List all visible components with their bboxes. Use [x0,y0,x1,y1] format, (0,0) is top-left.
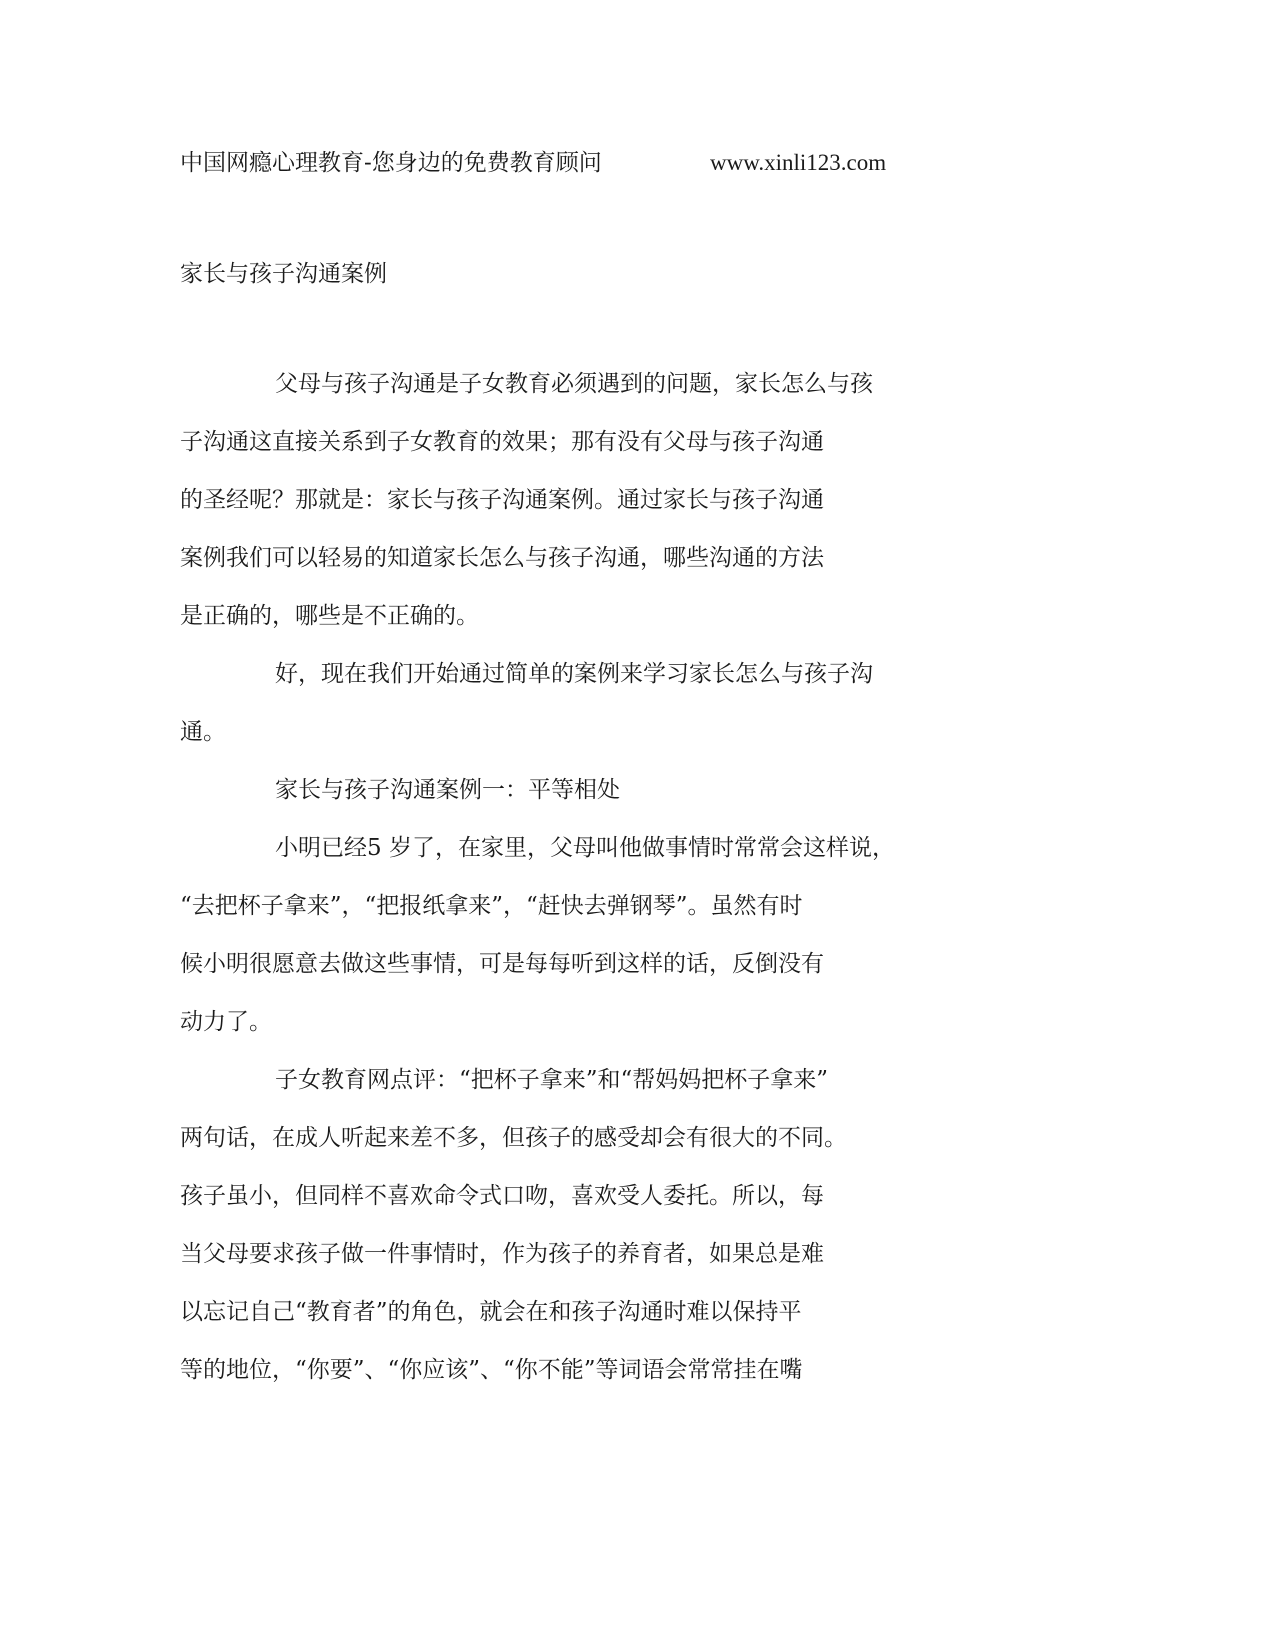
paragraph-line: 父母与孩子沟通是子女教育必须遇到的问题，家长怎么与孩 [275,371,873,397]
paragraph-line: 通。 [180,719,226,745]
header-site-name: 中国网瘾心理教育-您身边的免费教育顾问 [180,150,602,176]
paragraph-line: 当父母要求孩子做一件事情时，作为孩子的养育者，如果总是难 [180,1241,824,1267]
paragraph-line: 子女教育网点评：“把杯子拿来”和“帮妈妈把杯子拿来” [275,1067,829,1093]
page-header [180,146,920,180]
paragraph-line: 是正确的，哪些是不正确的。 [180,603,479,629]
paragraph-line: 好，现在我们开始通过简单的案例来学习家长怎么与孩子沟 [275,661,873,687]
paragraph-line: 动力了。 [180,1009,272,1035]
header-site-url: www.xinli123.com [710,150,887,175]
paragraph-line: 子沟通这直接关系到子女教育的效果；那有没有父母与孩子沟通 [180,429,824,455]
paragraph-line: 的圣经呢？那就是：家长与孩子沟通案例。通过家长与孩子沟通 [180,487,824,513]
paragraph-line: 等的地位，“你要”、“你应该”、“你不能”等词语会常常挂在嘴 [180,1357,803,1383]
paragraph-line: 案例我们可以轻易的知道家长怎么与孩子沟通，哪些沟通的方法 [180,545,824,571]
case-heading: 家长与孩子沟通案例一：平等相处 [275,777,620,803]
paragraph-line: 候小明很愿意去做这些事情，可是每每听到这样的话，反倒没有 [180,951,824,977]
document-title: 家长与孩子沟通案例 [180,261,387,287]
paragraph-line: 以忘记自己“教育者”的角色，就会在和孩子沟通时难以保持平 [180,1299,802,1325]
paragraph-line: 两句话，在成人听起来差不多，但孩子的感受却会有很大的不同。 [180,1125,847,1151]
paragraph-line: “去把杯子拿来”，“把报纸拿来”，“赶快去弹钢琴”。虽然有时 [180,893,803,919]
paragraph-line: 孩子虽小，但同样不喜欢命令式口吻，喜欢受人委托。所以，每 [180,1183,824,1209]
paragraph-line: 小明已经5 岁了，在家里，父母叫他做事情时常常会这样说， [275,835,895,861]
